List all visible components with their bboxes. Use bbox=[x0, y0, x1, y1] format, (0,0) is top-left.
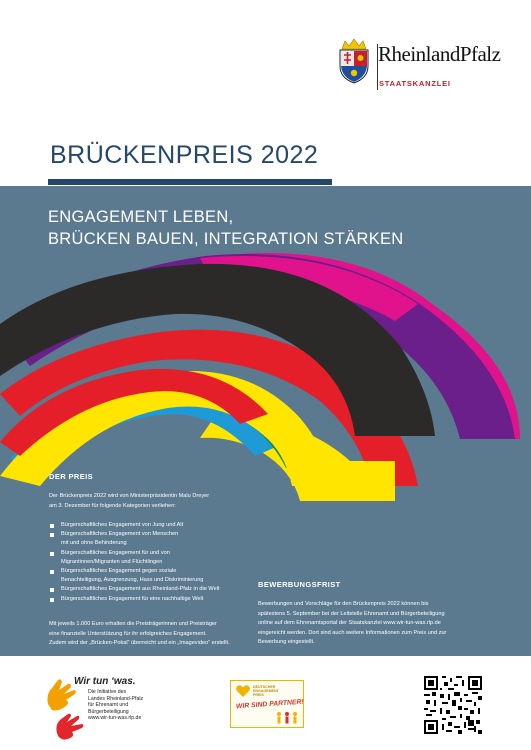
headline-line-1: ENGAGEMENT LEBEN, bbox=[48, 208, 234, 226]
preis-heading: DER PREIS bbox=[49, 472, 94, 481]
preis-intro bbox=[49, 492, 209, 511]
title-underline bbox=[48, 179, 332, 185]
headline bbox=[48, 206, 404, 250]
list-item: Bürgerschaftliches Engagement von Menschen bbox=[49, 530, 219, 539]
wir-tun-was-logo bbox=[44, 674, 174, 744]
logo-subline: STAATSKANZLEI bbox=[379, 79, 451, 88]
coat-of-arms-icon bbox=[336, 38, 372, 84]
frist-line: eingereicht werden. Dort sind auch weitere Informationen zum Preis und zur bbox=[258, 629, 447, 636]
qr-code-icon bbox=[424, 676, 482, 734]
partner-small-line: DEUTSCHER bbox=[253, 685, 276, 689]
preis-outro-line: eine finanzielle Unterstützung für ihr erfolgreiches Engagement. bbox=[49, 630, 207, 637]
preis-outro-line: Zudem wird der „Brücken-Pokal“ überreicht und ein „Imagevideo“ erstellt. bbox=[49, 640, 230, 646]
frist-text bbox=[258, 600, 446, 648]
frist-line: online auf dem Ehrenamtsportal der Staatskanzlei www.wir-tun-was.rlp.de bbox=[258, 620, 441, 626]
header bbox=[0, 0, 531, 186]
list-item-continued: Migrantinnen/Migranten und Flüchtlingen bbox=[61, 558, 163, 565]
list-item: Bürgerschaftliches Engagement aus Rheinland-Pfalz in die Welt bbox=[49, 585, 219, 594]
wir-tun-was-text bbox=[88, 689, 143, 722]
footer bbox=[0, 656, 531, 750]
main-panel bbox=[0, 186, 531, 656]
list-item-continued: Benachteiligung, Ausgrenzung, Hass und Diskriminierung bbox=[61, 577, 204, 584]
list-item: Bürgerschaftliches Engagement für und von bbox=[49, 549, 219, 558]
headline-line-2: BRÜCKEN BAUEN, INTEGRATION STÄRKEN bbox=[48, 230, 404, 248]
list-item: Bürgerschaftliches Engagement von Jung und Alt bbox=[49, 521, 219, 530]
partner-small-text bbox=[253, 685, 279, 697]
list-item-continued: mit und ohne Behinderung bbox=[61, 540, 127, 547]
preis-intro-line: Der Brückenpreis 2022 wird von Ministerpräsidentin Malu Dreyer bbox=[49, 493, 210, 499]
frist-heading: BEWERBUNGSFRIST bbox=[258, 580, 341, 589]
wir-tun-was-line: Die Initiative des bbox=[88, 689, 127, 695]
partner-slogan: WIR SIND PARTNER! bbox=[235, 698, 304, 711]
wir-tun-was-url: www.wir-tun-was.rlp.de bbox=[88, 715, 142, 722]
list-item: Bürgerschaftliches Engagement gegen soziale bbox=[49, 567, 219, 576]
frist-line: Bewerbungen und Vorschläge für den Brückenpreis 2022 können bis bbox=[258, 601, 429, 607]
wir-tun-was-line: Bürgerbeteiligung bbox=[88, 708, 129, 715]
logo-wordmark: RheinlandPfalz bbox=[378, 42, 501, 66]
people-icon bbox=[275, 711, 301, 725]
category-list bbox=[49, 521, 219, 604]
wir-tun-was-line: Landes Rheinland-Pfalz bbox=[88, 695, 144, 702]
preis-intro-line: am 3. Dezember für folgende Kategorien verliehen: bbox=[49, 502, 176, 509]
wir-tun-was-title: Wir tun ‘was. bbox=[74, 676, 136, 687]
page-title: BRÜCKENPREIS 2022 bbox=[50, 141, 319, 169]
rlp-logo bbox=[336, 38, 516, 98]
preis-outro-line: Mit jeweils 1.000 Euro erhalten die Preisträgerinnen und Preisträger bbox=[49, 621, 217, 627]
preis-outro bbox=[49, 620, 230, 649]
partner-small-line: PREIS bbox=[253, 693, 264, 697]
heart-icon bbox=[235, 684, 251, 698]
partner-small-line: ENGAGEMENT bbox=[253, 689, 279, 693]
wir-tun-was-line: für Ehrenamt und bbox=[88, 702, 129, 709]
frist-line: spätestens 5. September bei der Leitstelle Ehrenamt und Bürgerbeteiligung bbox=[258, 610, 445, 617]
frist-line: Bewerbung eingestellt. bbox=[258, 639, 315, 645]
engagement-partner-badge bbox=[230, 680, 304, 728]
list-item: Bürgerschaftliches Engagement für eine nachhaltige Welt bbox=[49, 595, 219, 604]
